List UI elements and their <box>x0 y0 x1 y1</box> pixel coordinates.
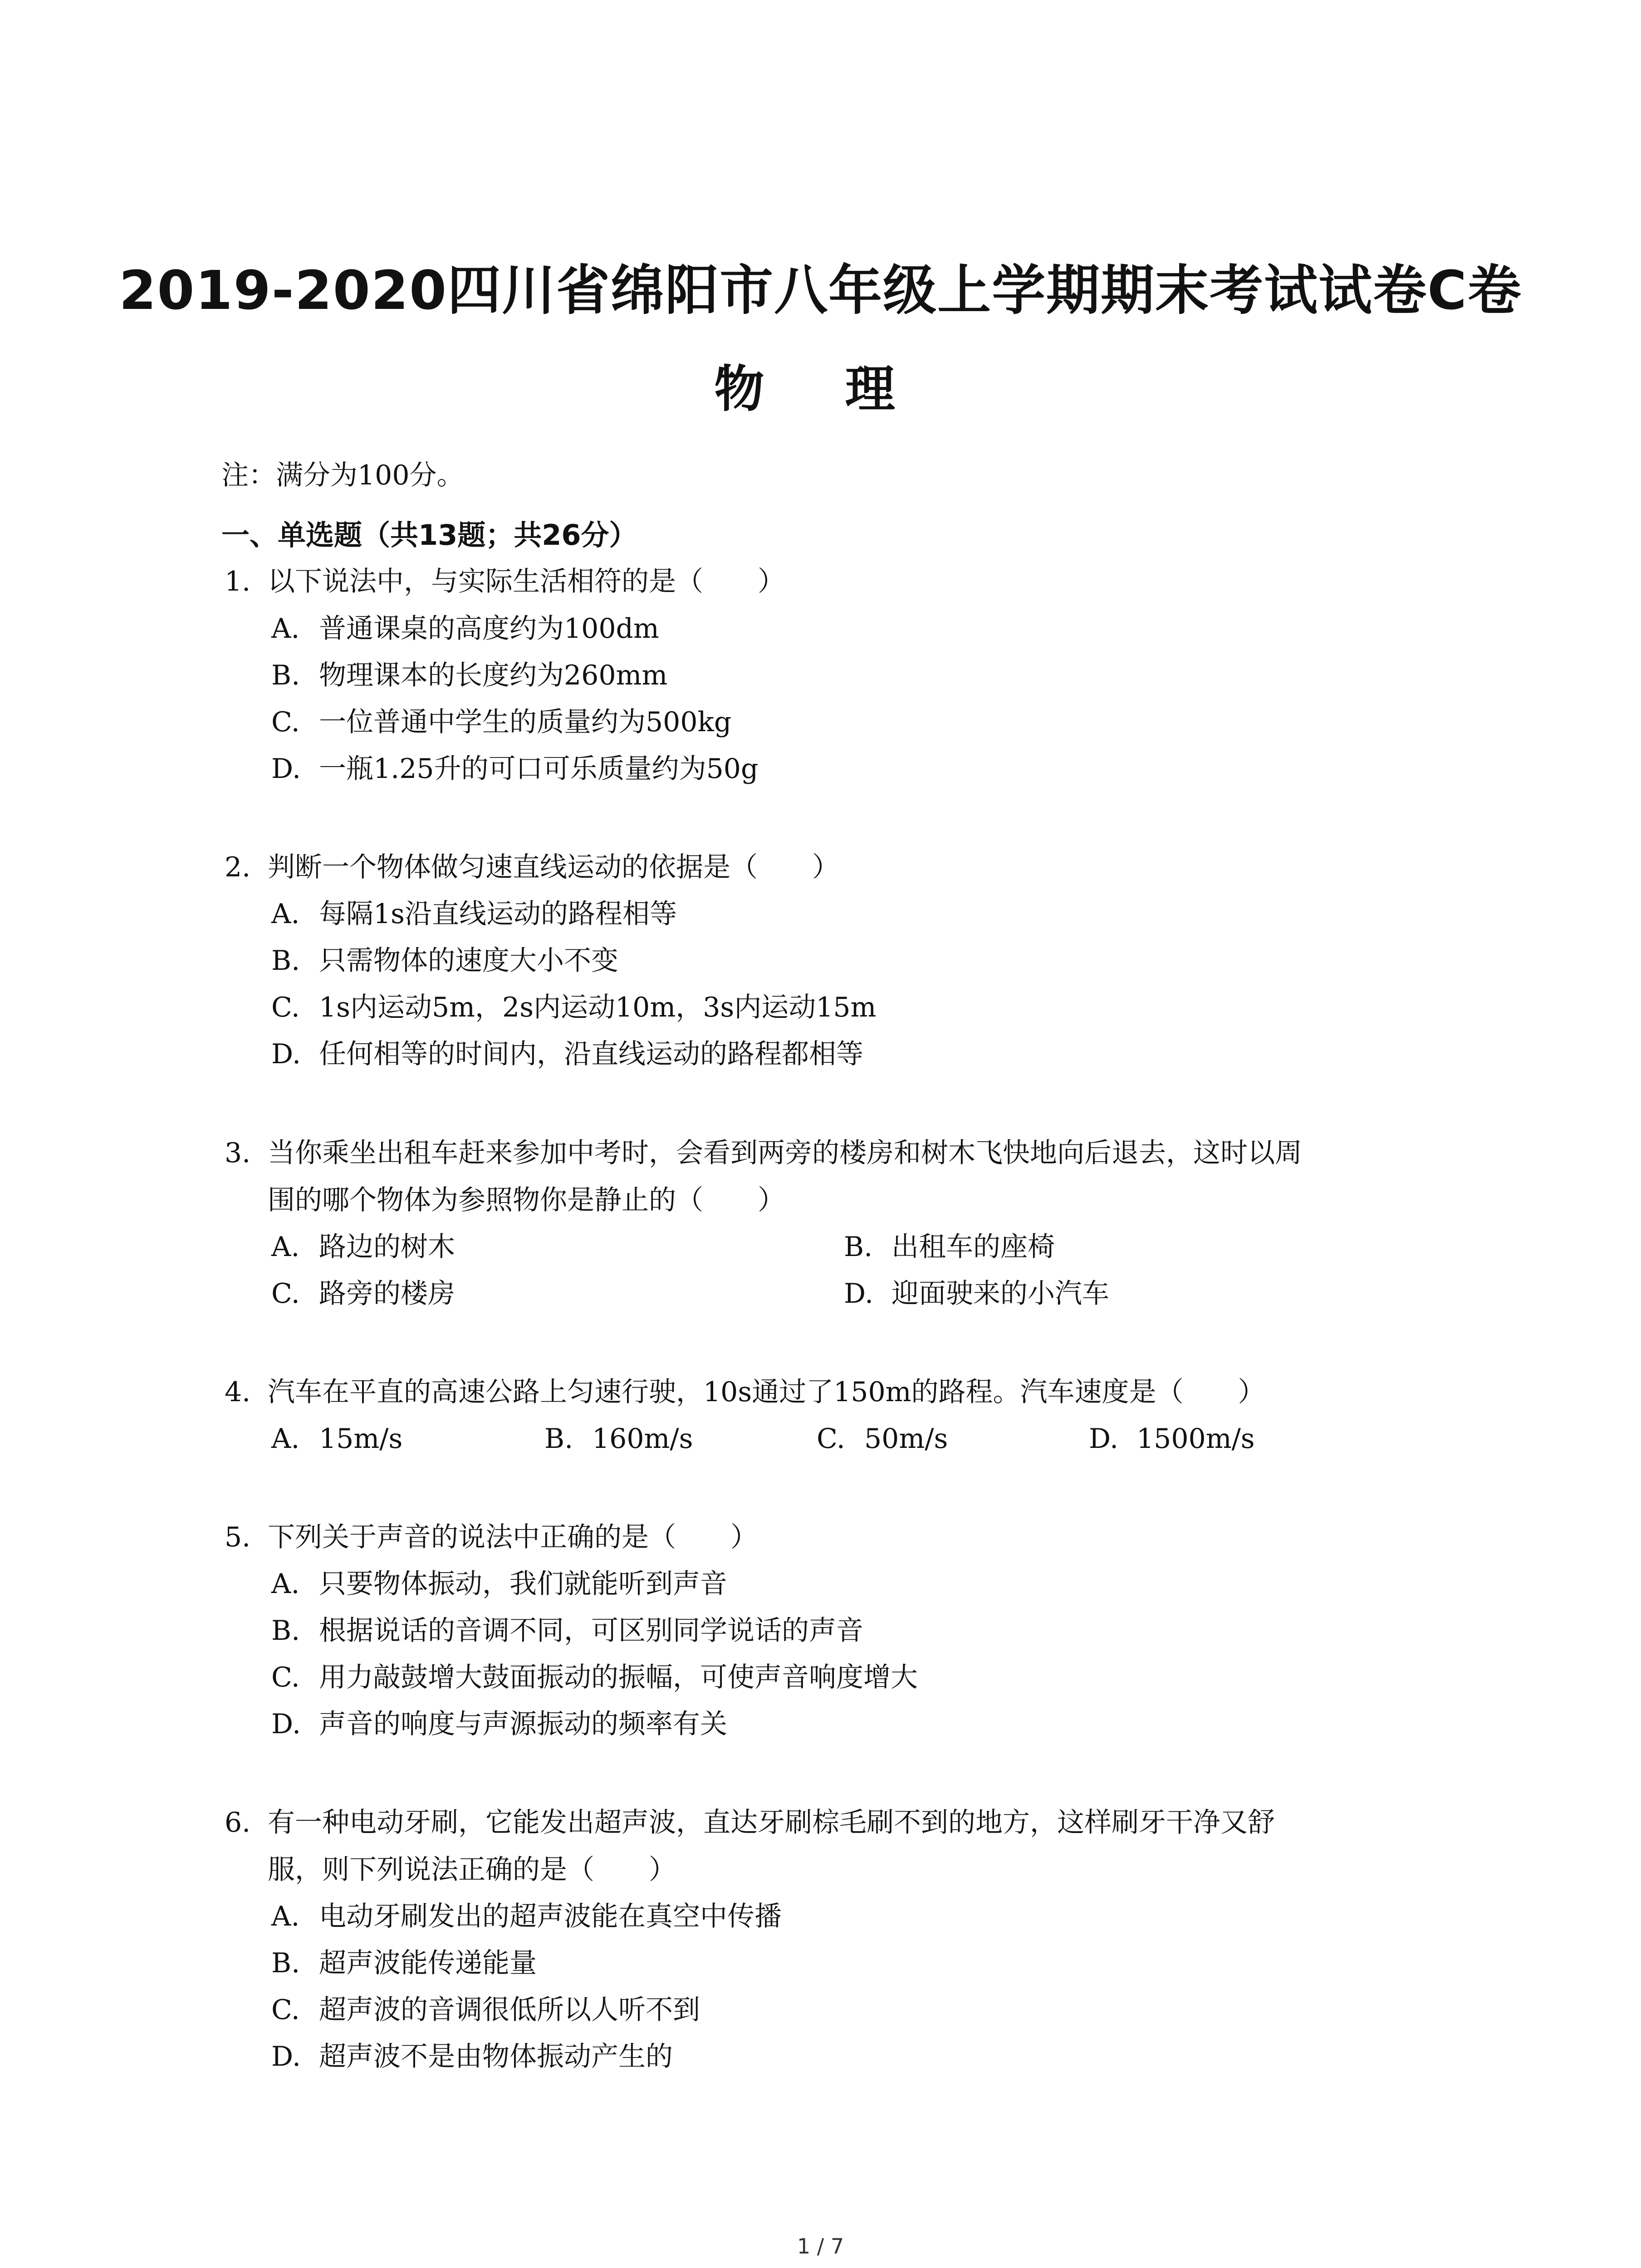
option-5b <box>271 1607 863 1654</box>
option-text: 物理课本的长度约为260mm <box>319 660 668 691</box>
question-5 <box>225 1514 1459 1561</box>
question-number: 4. <box>225 1376 251 1408</box>
option-text: 1500m/s <box>1136 1423 1255 1455</box>
option-3a <box>271 1223 455 1271</box>
option-text: 一位普通中学生的质量约为500kg <box>319 706 732 738</box>
option-text: 电动牙刷发出的超声波能在真空中传播 <box>319 1901 782 1932</box>
question-stem: 以下说法中，与实际生活相符的是（ ） <box>268 566 785 597</box>
option-text: 迎面驶来的小汽车 <box>892 1278 1109 1310</box>
option-2a <box>271 890 677 938</box>
page-number: 1 / 7 <box>797 2234 844 2258</box>
option-label: C. <box>817 1423 845 1455</box>
option-text: 路边的树木 <box>319 1231 455 1263</box>
option-text: 声音的响度与声源振动的频率有关 <box>319 1708 727 1740</box>
option-4d <box>1089 1415 1255 1462</box>
option-text: 任何相等的时间内，沿直线运动的路程都相等 <box>319 1038 863 1070</box>
score-note: 注：满分为100分。 <box>221 459 464 491</box>
option-label: B. <box>544 1423 573 1455</box>
question-stem-continued: 围的哪个物体为参照物你是静止的（ ） <box>268 1184 785 1216</box>
option-label: D. <box>271 753 301 785</box>
option-3b <box>844 1223 1055 1271</box>
option-label: B. <box>271 1615 300 1647</box>
option-label: D. <box>1089 1423 1119 1455</box>
question-stem-continued: 服，则下列说法正确的是（ ） <box>268 1854 676 1886</box>
question-number: 3. <box>225 1137 251 1169</box>
question-stem: 有一种电动牙刷，它能发出超声波，直达牙刷棕毛刷不到的地方，这样刷牙干净又舒 <box>268 1807 1275 1838</box>
option-label: B. <box>271 945 300 977</box>
question-number: 1. <box>225 566 251 597</box>
option-label: A. <box>271 1231 300 1263</box>
option-3d <box>844 1270 1109 1317</box>
option-text: 超声波不是由物体振动产生的 <box>319 2041 673 2072</box>
option-label: B. <box>271 660 300 691</box>
option-text: 出租车的座椅 <box>892 1231 1055 1263</box>
option-text: 只需物体的速度大小不变 <box>319 945 618 977</box>
subject-title: 物 理 <box>714 360 927 418</box>
option-2c <box>271 984 876 1031</box>
option-label: C. <box>271 1278 300 1310</box>
option-5d <box>271 1701 727 1748</box>
option-label: B. <box>844 1231 873 1263</box>
option-label: A. <box>271 898 300 930</box>
option-4a <box>271 1415 402 1462</box>
option-label: A. <box>271 1568 300 1600</box>
option-5a <box>271 1560 727 1608</box>
option-label: C. <box>271 706 300 738</box>
question-stem: 汽车在平直的高速公路上匀速行驶，10s通过了150m的路程。汽车速度是（ ） <box>268 1376 1265 1408</box>
option-text: 根据说话的音调不同，可区别同学说话的声音 <box>319 1615 863 1647</box>
question-stem: 判断一个物体做匀速直线运动的依据是（ ） <box>268 851 839 883</box>
option-text: 160m/s <box>592 1423 693 1455</box>
option-1d <box>271 745 758 792</box>
option-label: C. <box>271 1662 300 1693</box>
option-6b <box>271 1940 537 1987</box>
option-text: 1s内运动5m，2s内运动10m，3s内运动15m <box>319 992 877 1023</box>
option-label: C. <box>271 1994 300 2026</box>
question-stem: 下列关于声音的说法中正确的是（ ） <box>268 1521 758 1553</box>
option-text: 一瓶1.25升的可口可乐质量约为50g <box>319 753 759 785</box>
option-2d <box>271 1031 863 1078</box>
option-6d <box>271 2033 673 2080</box>
option-label: C. <box>271 992 300 1023</box>
option-4c <box>817 1415 948 1462</box>
question-number: 6. <box>225 1807 251 1838</box>
option-2b <box>271 937 618 984</box>
option-1a <box>271 605 659 652</box>
question-6 <box>225 1799 1459 1893</box>
option-label: B. <box>271 1947 300 1979</box>
option-label: D. <box>844 1278 874 1310</box>
question-4 <box>225 1369 1459 1416</box>
option-text: 超声波能传递能量 <box>319 1947 537 1979</box>
option-5c <box>271 1654 918 1701</box>
option-text: 用力敲鼓增大鼓面振动的振幅，可使声音响度增大 <box>319 1662 918 1693</box>
option-label: D. <box>271 1038 301 1070</box>
option-text: 只要物体振动，我们就能听到声音 <box>319 1568 727 1600</box>
exam-title: 2019-2020四川省绵阳市八年级上学期期末考试试卷C卷 <box>119 259 1522 322</box>
option-text: 15m/s <box>319 1423 403 1455</box>
question-stem: 当你乘坐出租车赶来参加中考时，会看到两旁的楼房和树木飞快地向后退去，这时以周 <box>268 1137 1302 1169</box>
option-3c <box>271 1270 455 1317</box>
option-1c <box>271 699 731 746</box>
option-label: A. <box>271 613 300 645</box>
question-number: 5. <box>225 1521 251 1553</box>
option-label: D. <box>271 2041 301 2072</box>
question-3 <box>225 1129 1459 1224</box>
option-text: 50m/s <box>864 1423 948 1455</box>
option-text: 路旁的楼房 <box>319 1278 455 1310</box>
question-2 <box>225 844 1459 891</box>
option-text: 超声波的音调很低所以人听不到 <box>319 1994 700 2026</box>
question-number: 2. <box>225 851 251 883</box>
option-6c <box>271 1986 700 2033</box>
option-6a <box>271 1893 782 1940</box>
option-text: 每隔1s沿直线运动的路程相等 <box>319 898 677 930</box>
option-label: A. <box>271 1901 300 1932</box>
option-label: D. <box>271 1708 301 1740</box>
option-text: 普通课桌的高度约为100dm <box>319 613 659 645</box>
section-heading: 一、单选题（共13题；共26分） <box>221 518 637 552</box>
option-label: A. <box>271 1423 300 1455</box>
question-1 <box>225 558 1459 605</box>
option-1b <box>271 652 667 699</box>
option-4b <box>544 1415 693 1462</box>
